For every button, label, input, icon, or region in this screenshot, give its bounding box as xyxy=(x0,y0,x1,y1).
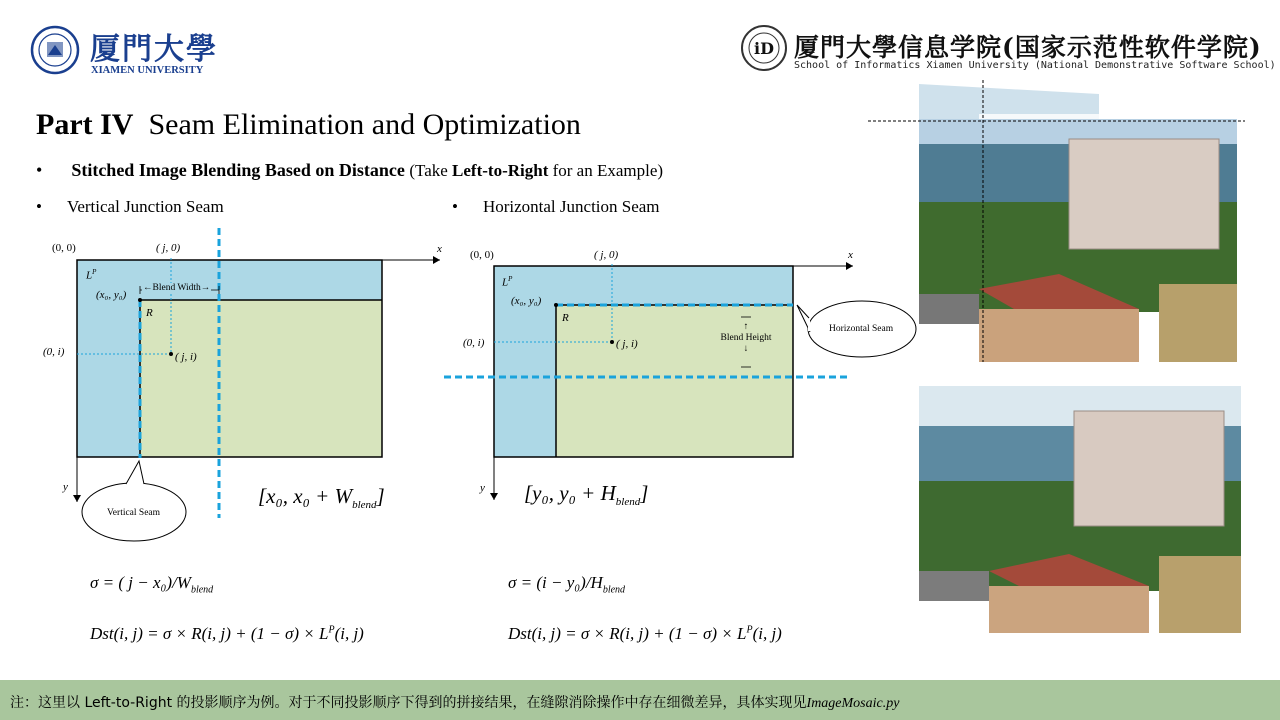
bullet-vertical: • Vertical Junction Seam xyxy=(36,197,224,216)
bullet-paren-close: for an Example) xyxy=(548,161,664,180)
right-j0-label: ( j, 0) xyxy=(594,249,619,261)
blend-width-label: ←Blend Width→ xyxy=(143,283,211,293)
right-sigma-formula: $\sigma = (i - y_0)/H_{blend}$ xyxy=(508,573,626,596)
right-lp-label: $L^P$ xyxy=(502,275,513,289)
title-text: Seam Elimination and Optimization xyxy=(148,108,581,141)
left-y-axis-label: y xyxy=(63,481,68,493)
vertical-seam-diagram xyxy=(0,0,453,560)
vertical-seam-callout-text: Vertical Seam xyxy=(107,508,161,518)
university-name-en: XIAMEN UNIVERSITY xyxy=(91,65,204,76)
left-x0y0-label: (x₀, y₀) xyxy=(96,289,127,301)
left-r-label: R xyxy=(146,307,153,319)
footer-file-link: ImageMosaic.py xyxy=(806,696,900,711)
left-j-i-label: ( j, i) xyxy=(175,351,197,363)
left-zero-i-label: (0, i) xyxy=(43,346,65,358)
right-region-r xyxy=(140,300,382,457)
left-j0-label: ( j, 0) xyxy=(156,242,181,254)
left-sigma-formula: σ = ( $j - x_0)/W_{blend}$ xyxy=(90,573,214,596)
left-range-formula: [x₀, $x_0 + W_{blend}$] xyxy=(258,484,385,512)
right-x-axis-label: x xyxy=(848,249,853,261)
left-x-axis-label: x xyxy=(437,243,442,255)
bullet-vertical-text: Vertical Junction Seam xyxy=(66,197,224,216)
left-dst-formula: Dst(i, j) = σ × R(i, $j) + (1 - \sigma) \times L^P(i$, j) xyxy=(90,624,364,643)
horizontal-seam-callout-text: Horizontal Seam xyxy=(829,324,894,334)
seam-guide-lines xyxy=(860,80,1260,370)
school-name-en: School of Informatics Xiamen University (National Demonstrative Software School) xyxy=(794,60,1276,71)
bullet-paren-open: (Take xyxy=(409,161,453,180)
footer-note xyxy=(10,692,899,712)
bullet-main: • Stitched Image Blending Based on Distance (Take Left-to-Right for an Example) xyxy=(36,160,664,180)
right-r-label: R xyxy=(562,312,569,324)
right-origin-label: (0, 0) xyxy=(470,249,494,261)
blend-height-label: ↑ Blend Height ↓ xyxy=(720,322,772,354)
left-lp-label: $L^P$ xyxy=(86,268,97,282)
bullet-horizontal: • Horizontal Junction Seam xyxy=(452,197,660,216)
right-x0y0-label: (x₀, y₀) xyxy=(511,295,542,307)
left-origin-label: (0, 0) xyxy=(52,242,76,254)
bullet-horizontal-text: Horizontal Junction Seam xyxy=(482,197,660,216)
right-range-formula: [y₀, $y_0 + H_{blend}$] xyxy=(524,481,649,509)
bullet-paren-bold: Left-to-Right xyxy=(452,161,549,180)
right-dst-formula: Dst(i, j) = σ × R(i, $j) + (1 - \sigma) \times L^P(i$, j) xyxy=(508,624,782,643)
title-part: Part IV xyxy=(36,108,134,141)
right-zero-i-label: (0, i) xyxy=(463,337,485,349)
svg-text:iD: iD xyxy=(754,39,774,58)
blended-image xyxy=(919,386,1241,633)
school-name-cn: 厦門大學信息学院(国家示范性软件学院) xyxy=(794,33,1262,62)
right-j-i-label: ( j, i) xyxy=(616,338,638,350)
right-y-axis-label: y xyxy=(480,482,485,494)
footer-note-text: 注：这里以 Left-to-Right 的投影顺序为例。对于不同投影顺序下得到的拼接结果，在缝隙消除操作中存在细微差异，具体实现见 xyxy=(10,695,807,711)
bullet-main-bold: Stitched Image Blending Based on Distance xyxy=(71,160,405,180)
university-name-cn: 厦門大學 xyxy=(90,32,218,67)
